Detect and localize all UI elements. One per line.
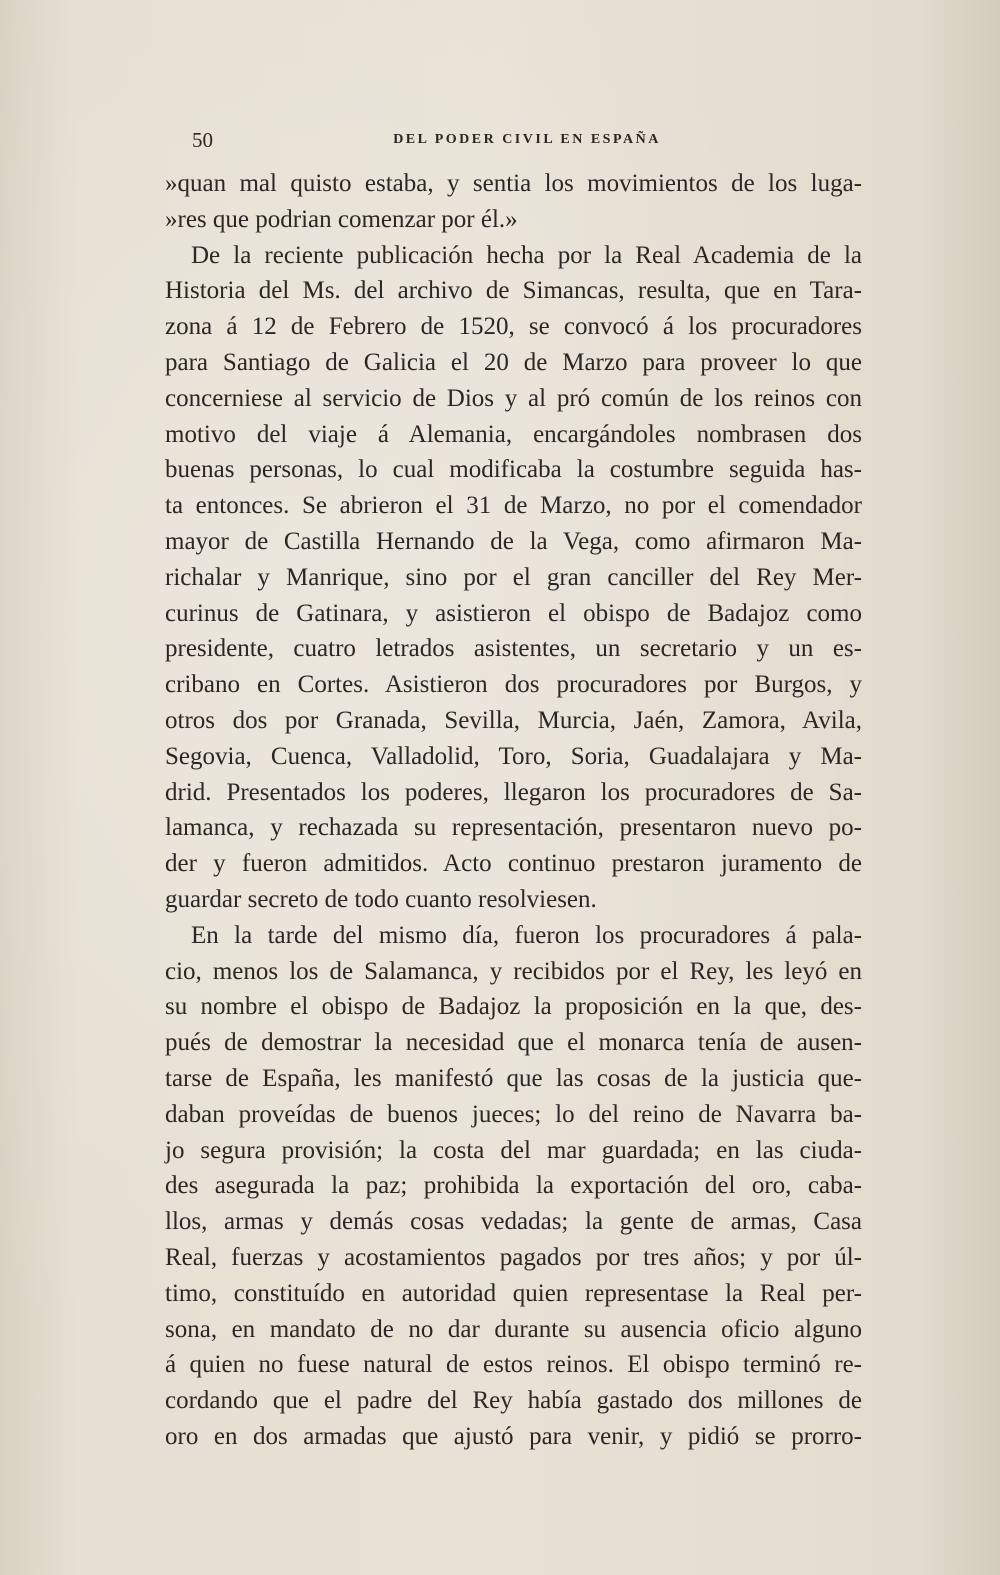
text-line: En la tarde del mismo día, fueron los procuradores á pala- bbox=[191, 921, 862, 949]
text-line: Historia del Ms. del archivo de Simancas, resulta, que en Tara- bbox=[165, 277, 862, 305]
text-line: presidente, cuatro letrados asistentes, un secretario y un es- bbox=[165, 635, 862, 663]
text-line: timo, constituído en autoridad quien representase la Real per- bbox=[165, 1279, 862, 1307]
text-line: jo segura provisión; la costa del mar guardada; en las ciuda- bbox=[165, 1136, 862, 1164]
text-line: der y fueron admitidos. Acto continuo prestaron juramento de bbox=[165, 850, 862, 878]
page-number: 50 bbox=[192, 128, 213, 152]
text-line: lamanca, y rechazada su representación, presentaron nuevo po- bbox=[165, 814, 862, 842]
text-line: zona á 12 de Febrero de 1520, se convocó á los procuradores bbox=[165, 313, 862, 341]
body-text bbox=[165, 166, 862, 1455]
text-line: tarse de España, les manifestó que las cosas de la justicia que- bbox=[165, 1064, 862, 1092]
text-line: para Santiago de Galicia el 20 de Marzo para proveer lo que bbox=[165, 348, 862, 376]
text-line: Real, fuerzas y acostamientos pagados por tres años; y por úl- bbox=[165, 1243, 862, 1271]
page-header bbox=[192, 128, 862, 158]
text-line: sona, en mandato de no dar durante su ausencia oficio alguno bbox=[165, 1315, 862, 1343]
text-line: cordando que el padre del Rey había gastado dos millones de bbox=[165, 1387, 862, 1415]
text-line: »quan mal quisto estaba, y sentia los movimientos de los luga- bbox=[165, 170, 862, 197]
text-line: De la reciente publicación hecha por la Real Academia de la bbox=[191, 241, 862, 269]
text-line: pués de demostrar la necesidad que el monarca tenía de ausen- bbox=[165, 1029, 862, 1057]
text-line: ta entonces. Se abrieron el 31 de Marzo, no por el comendador bbox=[165, 492, 862, 520]
text-line: á quien no fuese natural de estos reinos. El obispo terminó re- bbox=[165, 1351, 862, 1379]
text-line: Segovia, Cuenca, Valladolid, Toro, Soria, Guadalajara y Ma- bbox=[165, 742, 862, 770]
text-line: su nombre el obispo de Badajoz la proposición en la que, des- bbox=[165, 993, 862, 1021]
text-line: drid. Presentados los poderes, llegaron los procuradores de Sa- bbox=[165, 778, 862, 806]
text-line: llos, armas y demás cosas vedadas; la gente de armas, Casa bbox=[165, 1208, 862, 1236]
text-line: curinus de Gatinara, y asistieron el obispo de Badajoz como bbox=[165, 599, 862, 627]
text-line: mayor de Castilla Hernando de la Vega, como afirmaron Ma- bbox=[165, 527, 862, 555]
text-line: »res que podrian comenzar por él.» bbox=[165, 205, 518, 233]
text-line: otros dos por Granada, Sevilla, Murcia, Jaén, Zamora, Avila, bbox=[165, 706, 862, 734]
text-line: richalar y Manrique, sino por el gran canciller del Rey Mer- bbox=[165, 563, 862, 591]
text-line: guardar secreto de todo cuanto resolviesen. bbox=[165, 885, 597, 913]
text-line: buenas personas, lo cual modificaba la costumbre seguida has- bbox=[165, 456, 862, 484]
text-line: cribano en Cortes. Asistieron dos procuradores por Burgos, y bbox=[165, 671, 862, 699]
text-line: daban proveídas de buenos jueces; lo del reino de Navarra ba- bbox=[165, 1100, 862, 1128]
text-line: cio, menos los de Salamanca, y recibidos por el Rey, les leyó en bbox=[165, 957, 862, 985]
text-line: concerniese al servicio de Dios y al pró común de los reinos con bbox=[165, 384, 862, 412]
text-line: motivo del viaje á Alemania, encargándoles nombrasen dos bbox=[165, 420, 862, 448]
text-line: des asegurada la paz; prohibida la exportación del oro, caba- bbox=[165, 1172, 862, 1200]
running-title: DEL PODER CIVIL EN ESPAÑA bbox=[393, 132, 661, 147]
text-line: oro en dos armadas que ajustó para venir, y pidió se prorro- bbox=[165, 1422, 862, 1450]
